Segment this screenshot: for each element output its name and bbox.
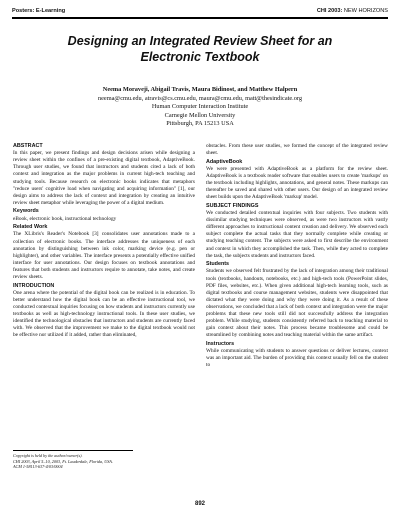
instructors-heading: Instructors	[206, 340, 235, 347]
abstract-heading: ABSTRACT	[13, 143, 43, 149]
page-number: 892	[194, 501, 205, 507]
running-head-section: Posters: E-Learning	[12, 8, 66, 14]
continuation-text: obstacles. From these user studies, we formed the concept of the integrated review sheet.	[206, 143, 388, 157]
introduction-text: One arena where the potential of the digital book can be realized is in education. To better understand how the digital book can be an effective instructional tool, we conducted contextual inquiries focusing on how students and instructors currently use textbooks as well as high-technology instructional tools. In these user studies, we identified the technological obstacles that instructors and students are currently faced with. We observed that the improvement we make to the digital textbook would not be effective nor utilized if it added, rather than eliminated,	[13, 289, 195, 339]
adaptivebook-text: We were presented with AdaptiveBook as a platform for the review sheet. AdaptiveBook is a textbook reader software that enables users to create 'markups' on the textbook including highlights, annotations, and general notes. These markups can thereafter be saved and shared with other users. Our design of an integrated review sheet builds upon the AdaptiveBook 'markup' model.	[206, 165, 388, 201]
subject-findings-heading: SUBJECT FINDINGS	[206, 202, 259, 209]
author-block	[40, 86, 360, 129]
students-heading: Students	[206, 261, 230, 268]
running-head	[12, 6, 388, 16]
keywords-text: eBook, electronic book, instructional technology	[13, 215, 117, 222]
author-emails: neema@cmu.edu, atravis@cs.cmu.edu, maura@cmu.edu, matt@thesindicate.org	[97, 94, 303, 102]
keywords-heading: Keywords	[13, 208, 39, 215]
copyright-notice	[13, 450, 133, 470]
author-institute: Human Computer Interaction Institute	[151, 103, 249, 111]
copyright-conference: CHI 2003, April 5–10, 2003, Ft. Lauderdale, Florida, USA.	[13, 458, 113, 464]
abstract-text: In this paper, we present findings and design decisions arisen while designing a review sheet within the confines of a pre-existing digital textbook, AdaptiveBook. Through user studies, we found that instructors and students cited a lack of both context and integration as the major problems in current high-tech teaching and studying tools. Because research on electronic books indicates that metaphors "reduce users' cognitive load when navigating and acquiring information" [1], our design aims to address the lack of context and integration by creating an intuitive review sheet metaphor while leveraging the power of a digital medium.	[13, 150, 195, 206]
running-head-conference-theme: NEW HORIZONS	[342, 8, 388, 14]
related-work-heading: Related Work	[13, 224, 48, 231]
right-column	[206, 143, 388, 369]
subject-findings-text: We conducted detailed contextual inquiries with four subjects. Two students with dissimilar studying techniques were observed, as were two instructors with vastly different approaches to instructional content creation and delivery. We observed each subject complete the actual tasks that they normally complete while creating or studying teaching content. The subjects were asked to first describe the environment and context in which they accomplished the task. Then, while they acted to complete the task, the subjects students and instructors faced.	[206, 210, 388, 259]
author-address: Pittsburgh, PA 15213 USA	[166, 120, 234, 128]
left-column	[13, 143, 195, 339]
running-head-conference-name: CHI 2003:	[316, 8, 343, 14]
running-head-conference	[317, 6, 388, 16]
copyright-line: Copyright is held by the author/owner(s).	[13, 453, 83, 458]
instructors-text: While communicating with students to answer questions or deliver lectures, context was an important aid. The burden of providing this context usually fell on the student to	[206, 348, 388, 369]
students-text: Students we observed felt frustrated by the lack of integration among their traditional tools (textbooks, handouts, notebooks, etc.) and high-tech tools (PowerPoint slides, PDF files, websites, etc.). When given additional high-tech learning tools, such as digital textbooks and course management websites, students were disappointed that dictated what they were doing and why they were doing it. As a result of these observations, we concluded that a lack of both context and integration were the major problems that these new tools still did not successfully address the integration problem. While studying, students consistently referred back to teaching material to gain context about their notes. This process became troublesome and could be streamlined by combining notes and teaching material within the same artifact.	[206, 268, 388, 339]
copyright-acm-number: ACM 1-58113-637-4/03/0004	[13, 464, 63, 470]
adaptivebook-heading: AdaptiveBook	[206, 158, 243, 165]
paper-title: Designing an Integrated Review Sheet for an Electronic Textbook	[67, 34, 333, 64]
author-names: Neema Moraveji, Abigail Travis, Maura Bidinost, and Matthew Halpern	[102, 86, 298, 93]
header-rule	[12, 17, 388, 19]
author-university: Carnegie Mellon University	[164, 111, 236, 119]
introduction-heading: INTRODUCTION	[13, 282, 55, 289]
related-work-text: The XLibris's Reader's Notebook [3] consolidates user annotations made to a collection of electronic books. The interface addresses the uniqueness of each annotation by distinguishing between ink color, marking device (e.g. pen or highlighter), and other variables. The interface presents a potentially effective unified interface for user annotations. Our design focuses on textbook annotations and features that both students and instructors require to annotate, take notes, and create review sheets.	[13, 231, 195, 281]
